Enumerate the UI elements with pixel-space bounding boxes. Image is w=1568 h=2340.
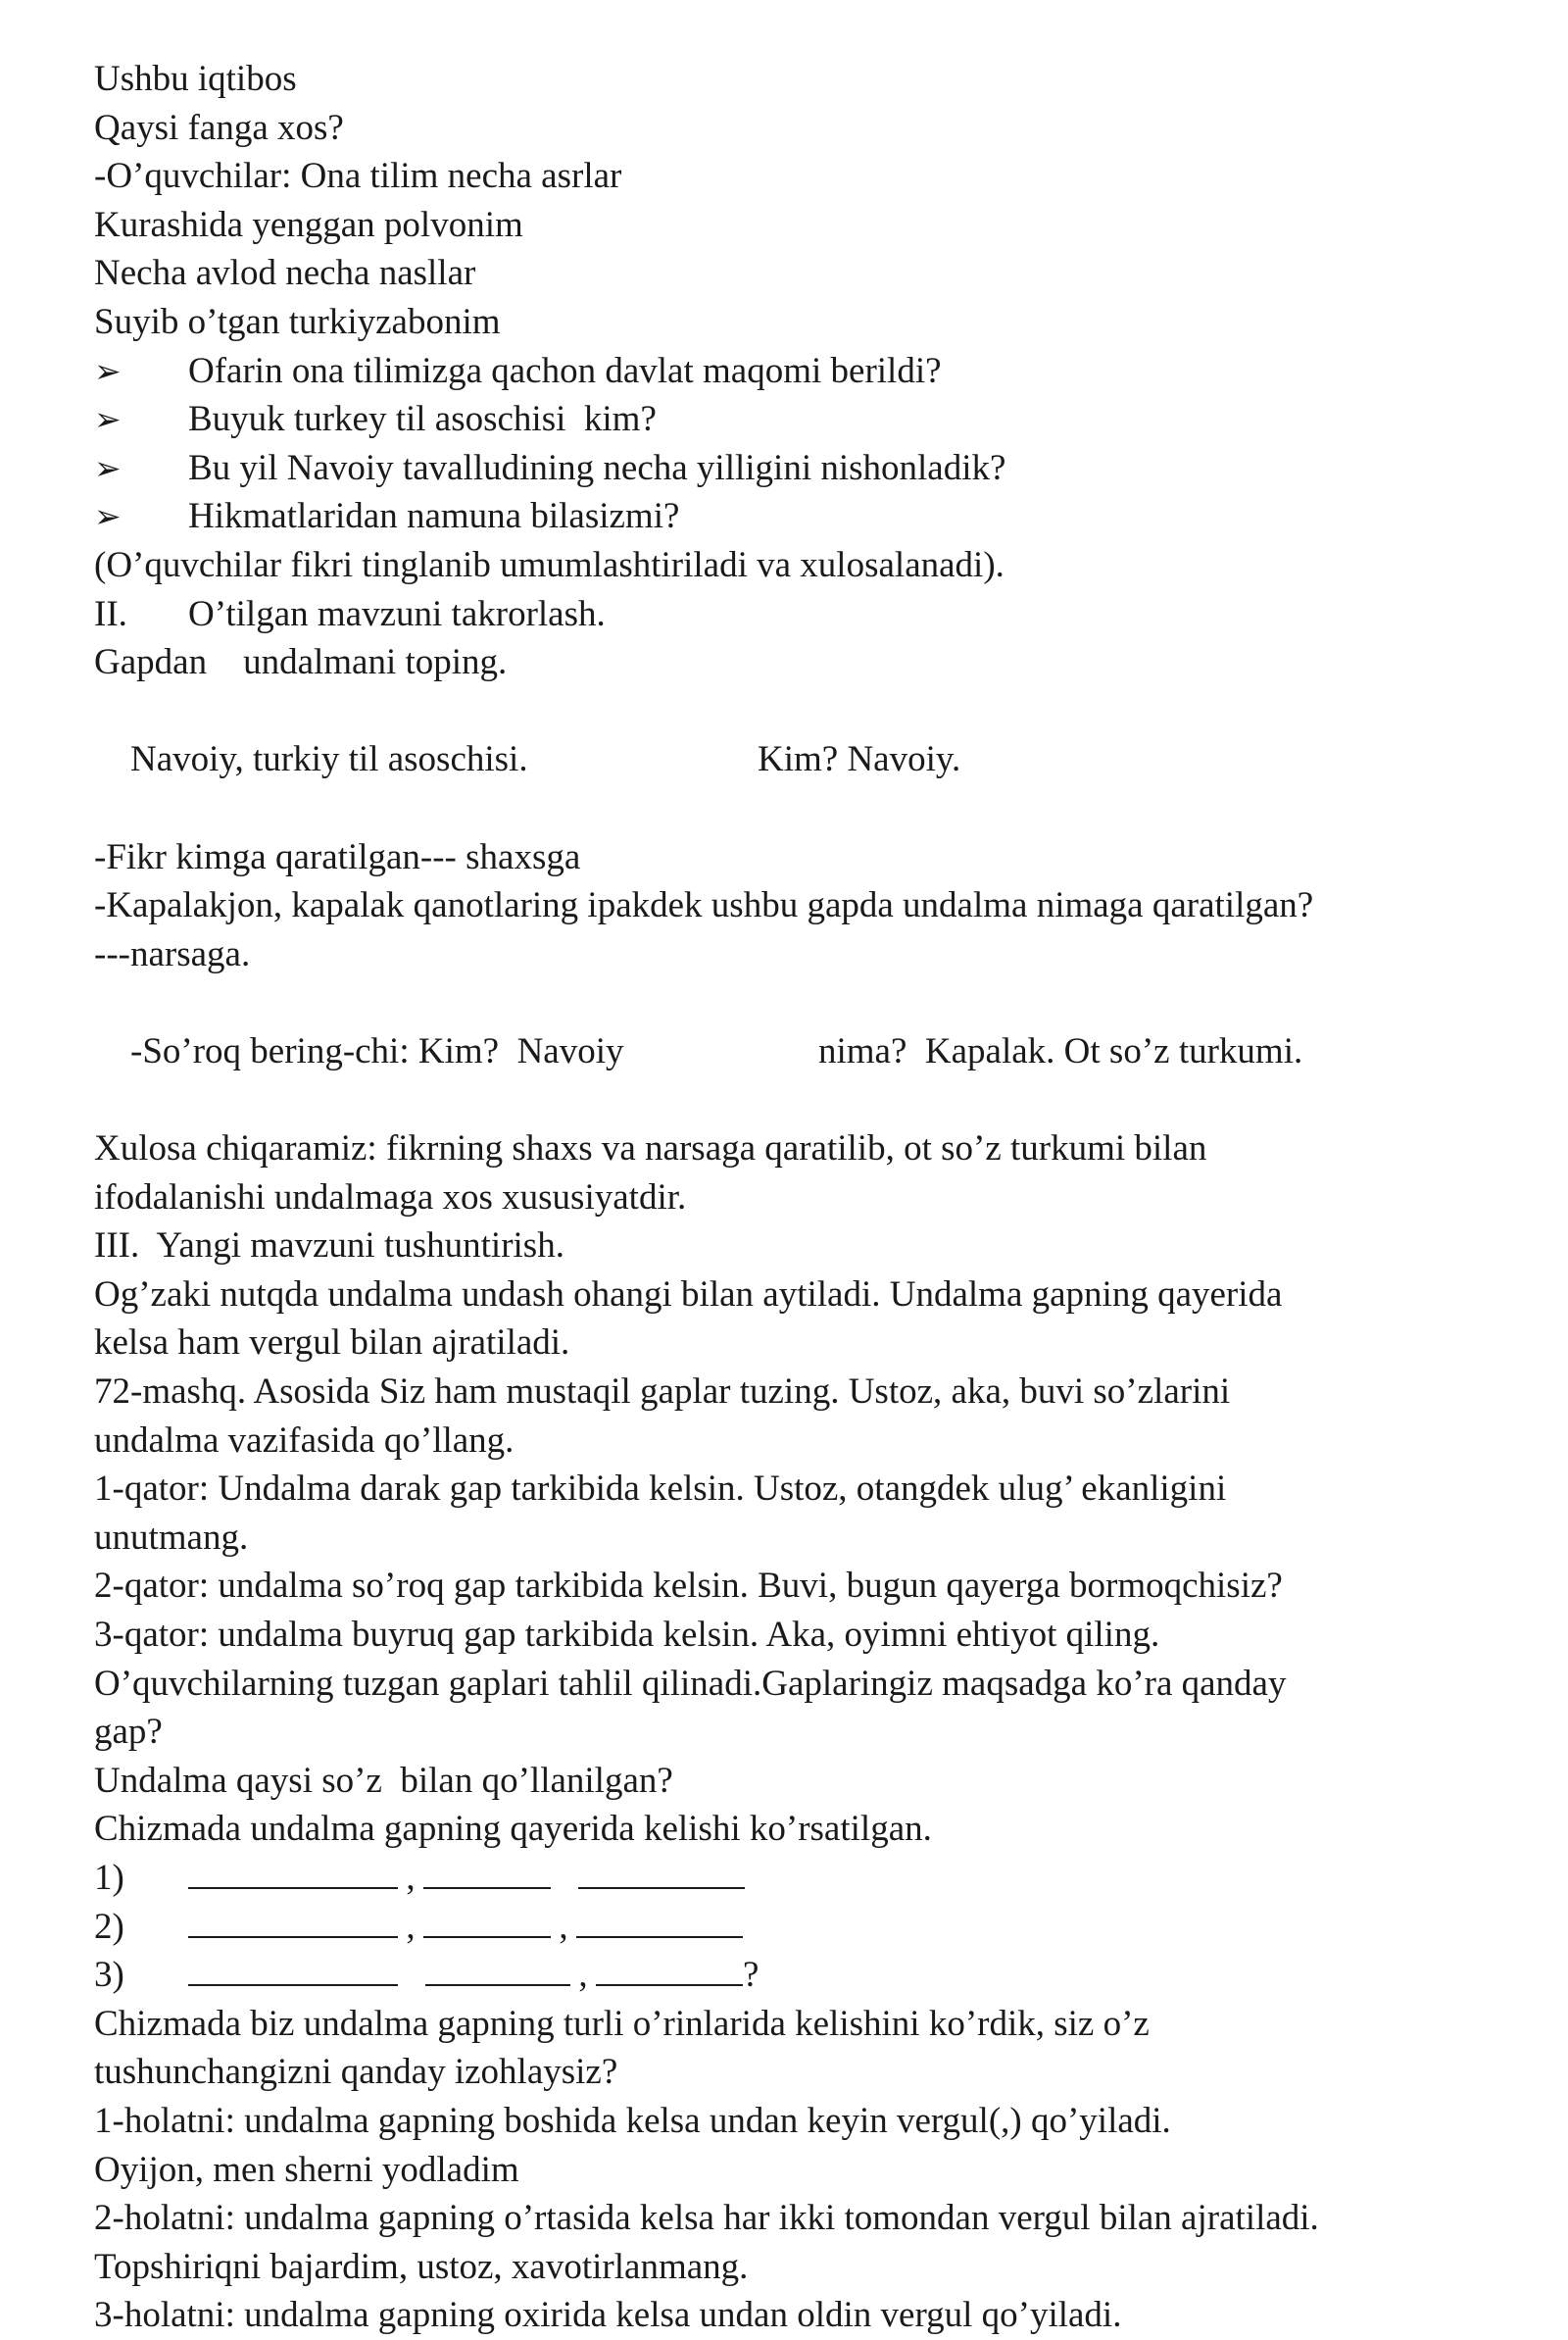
text-line: undalma vazifasida qo’llang.: [94, 1419, 514, 1461]
blank-line: [423, 1907, 551, 1938]
arrow-bullet-icon: ➢: [94, 448, 122, 487]
schema-number: 1): [94, 1857, 124, 1898]
schema-row: [94, 1903, 1535, 1952]
bullet-item: [94, 444, 1535, 493]
section-number: II.: [94, 593, 127, 634]
section-heading: III. Yangi mavzuni tushuntirish.: [94, 1225, 564, 1267]
text-line: O’quvchilarning tuzgan gaplari tahlil qilinadi.Gaplaringiz maqsadga ko’ra qanday: [94, 1663, 1287, 1704]
text-line: 3-holatni: undalma gapning oxirida kelsa undan oldin vergul qo’yiladi.: [94, 2295, 1122, 2336]
text-line: Kurashida yenggan polvonim: [94, 204, 523, 245]
text-line: Topshiriqni bajardim, ustoz, xavotirlanmang.: [94, 2246, 749, 2287]
schema-row: [94, 1951, 1535, 2000]
text-line: 72-mashq. Asosida Siz ham mustaqil gaplar tuzing. Ustoz, aka, buvi so’zlarini: [94, 1371, 1231, 1413]
document-page: [94, 55, 1535, 2340]
text-line: Chizmada biz undalma gapning turli o’rinlarida kelishini ko’rdik, siz o’z: [94, 2003, 1150, 2044]
text-line: -O’quvchilar: Ona tilim necha asrlar: [94, 156, 622, 197]
text-line: tushunchangizni qanday izohlaysiz?: [94, 2052, 618, 2093]
arrow-bullet-icon: ➢: [94, 497, 122, 536]
text-line: Suyib o’tgan turkiyzabonim: [94, 301, 501, 342]
text-line: ifodalanishi undalmaga xos xususiyatdir.: [94, 1176, 687, 1218]
text-line: Ushbu iqtibos: [94, 59, 297, 99]
text-line: Qaysi fanga xos?: [94, 107, 344, 148]
blank-line: [423, 1858, 551, 1889]
bullet-item: [94, 395, 1535, 444]
text-line: Xulosa chiqaramiz: fikrning shaxs va narsaga qaratilib, ot so’z turkumi bilan: [94, 1128, 1207, 1170]
question-answer: nima? Kapalak. Ot so’z turkumi.: [818, 1030, 1303, 1071]
question-answer: Kim? Navoiy.: [758, 739, 961, 780]
arrow-bullet-icon: ➢: [94, 400, 122, 439]
comma-mark: ,: [578, 1955, 588, 1996]
blank-line: [596, 1955, 743, 1986]
schema-row: [94, 1854, 1535, 1903]
comma-mark: ,: [559, 1906, 568, 1947]
text-line: unutmang.: [94, 1517, 249, 1558]
question-prompt: -So’roq bering-chi: Kim? Navoiy: [130, 1030, 624, 1071]
text-line: [94, 687, 1535, 833]
comma-mark: ,: [406, 1906, 416, 1947]
blank-line: [578, 1858, 745, 1889]
blank-line: [188, 1858, 398, 1889]
comma-mark: ,: [406, 1857, 416, 1898]
bullet-text: Hikmatlaridan namuna bilasizmi?: [188, 496, 680, 537]
blank-line: [576, 1907, 743, 1938]
text-line: 3-qator: undalma buyruq gap tarkibida kelsin. Aka, oyimni ehtiyot qiling.: [94, 1615, 1160, 1655]
question-mark: ?: [743, 1955, 760, 1996]
text-line: Undalma qaysi so’z bilan qo’llanilgan?: [94, 1760, 673, 1801]
bullet-item: [94, 347, 1535, 396]
section-title: O’tilgan mavzuni takrorlash.: [188, 593, 606, 634]
blank-line: [188, 1955, 398, 1986]
text-line: Gapdan undalmani toping.: [94, 642, 508, 683]
text-line: Necha avlod necha nasllar: [94, 253, 476, 294]
text-line: 2-qator: undalma so’roq gap tarkibida kelsin. Buvi, bugun qayerga bormoqchisiz?: [94, 1566, 1283, 1607]
text-line: -Kapalakjon, kapalak qanotlaring ipakdek ushbu gapda undalma nimaga qaratilgan?: [94, 885, 1314, 926]
text-line: ---narsaga.: [94, 933, 251, 974]
bullet-text: Buyuk turkey til asoschisi kim?: [188, 399, 657, 440]
bullet-text: Ofarin ona tilimizga qachon davlat maqomi berildi?: [188, 350, 942, 391]
sentence-example: Navoiy, turkiy til asoschisi.: [130, 739, 528, 780]
bullet-item: [94, 492, 1535, 541]
bullet-text: Bu yil Navoiy tavalludining necha yilligini nishonladik?: [188, 447, 1006, 488]
text-line: [94, 978, 1535, 1124]
text-line: 1-holatni: undalma gapning boshida kelsa undan keyin vergul(,) qo’yiladi.: [94, 2100, 1171, 2141]
schema-number: 2): [94, 1906, 124, 1947]
section-heading: [94, 590, 1535, 639]
text-line: (O’quvchilar fikri tinglanib umumlashtiriladi va xulosalanadi).: [94, 544, 1004, 585]
text-line: Chizmada undalma gapning qayerida kelishi ko’rsatilgan.: [94, 1809, 932, 1850]
text-line: -Fikr kimga qaratilgan--- shaxsga: [94, 836, 581, 877]
text-line: 1-qator: Undalma darak gap tarkibida kelsin. Ustoz, otangdek ulug’ ekanligini: [94, 1469, 1227, 1510]
text-line: 2-holatni: undalma gapning o’rtasida kelsa har ikki tomondan vergul bilan ajratiladi.: [94, 2198, 1319, 2239]
text-line: Oyijon, men sherni yodladim: [94, 2149, 519, 2190]
arrow-bullet-icon: ➢: [94, 351, 122, 390]
blank-line: [188, 1907, 398, 1938]
blank-line: [425, 1955, 570, 1986]
text-line: Og’zaki nutqda undalma undash ohangi bilan aytiladi. Undalma gapning qayerida: [94, 1273, 1283, 1315]
text-line: gap?: [94, 1712, 163, 1753]
schema-number: 3): [94, 1955, 124, 1996]
text-line: kelsa ham vergul bilan ajratiladi.: [94, 1322, 570, 1364]
